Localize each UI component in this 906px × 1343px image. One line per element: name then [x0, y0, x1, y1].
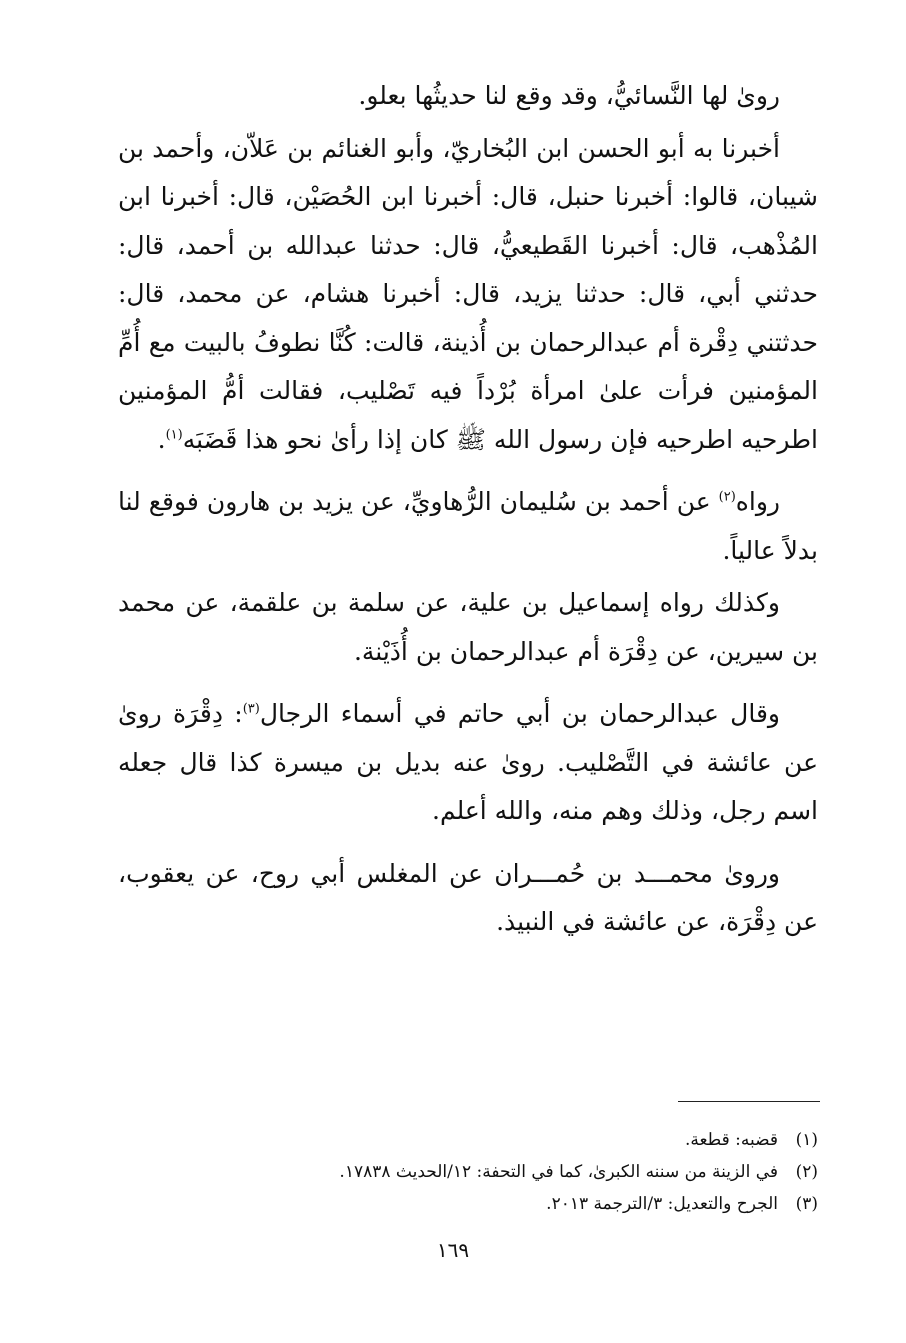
- footnote-number: (٢): [795, 1162, 818, 1182]
- main-text: [118, 72, 818, 947]
- paragraph-text: روىٰ لها النَّسائيُّ، وقد وقع لنا حديثُها بعلو.: [358, 81, 780, 110]
- paragraph-text: أخبرنا به أبو الحسن ابن البُخاريّ، وأبو الغنائم بن عَلاّن، وأحمد بن شيبان، قالوا: أخبرنا حنبل، قال: أخبرنا ابن الحُصَيْن، قال: أخبرنا ابن المُذْهب، قال: أخبرنا القَطيعيُّ، قال: حدثنا عبدالله بن أحمد، قال: حدثني أبي، قال: حدثنا يزيد، قال: أخبرنا هشام، عن محمد، قال: حدثتني دِقْرة أم عبدالرحمان بن أُذينة، قالت: كُنَّا نطوفُ بالبيت مع أُمِّ المؤمنين فرأت علىٰ امرأة بُرْداً فيه تَصْليب، فقالت أمُّ المؤمنين اطرحيه اطرحيه فإن رسول الله ﷺ كان إذا رأىٰ نحو هذا قَضَبَه: [118, 133, 818, 454]
- paragraph-1: [118, 72, 818, 121]
- footnote-2: [118, 1156, 818, 1188]
- footnote-number: (١): [795, 1130, 818, 1150]
- paragraph-2: [118, 125, 818, 465]
- paragraph-6: [118, 850, 818, 947]
- page-number: ١٦٩: [436, 1238, 470, 1262]
- footnote-ref-2: (٢): [718, 489, 736, 505]
- footnote-text: قضبه: قطعة.: [684, 1130, 778, 1150]
- footnote-text: في الزينة من سننه الكبرىٰ، كما في التحفة: ١٢/الحديث ١٧٨٣٨.: [339, 1162, 778, 1182]
- paragraph-3: [118, 478, 818, 575]
- paragraph-text-tail: .: [157, 424, 166, 454]
- paragraph-text: وكذلك رواه إسماعيل بن علية، عن سلمة بن علقمة، عن محمد بن سيرين، عن دِقْرَة أم عبدالرحمان بن أُذَيْنة.: [118, 588, 818, 666]
- paragraph-text: وقال عبدالرحمان بن أبي حاتم في أسماء الرجال: [259, 699, 780, 728]
- paragraph-4: [118, 579, 818, 676]
- footnote-text: الجرح والتعديل: ٣/الترجمة ٢٠١٣.: [546, 1194, 778, 1214]
- footnote-ref-3: (٣): [242, 701, 260, 717]
- paragraph-5: [118, 690, 818, 836]
- footnote-3: [118, 1188, 818, 1220]
- footnote-separator: [678, 1101, 820, 1102]
- paragraph-text-tail: : دِقْرَة روىٰ عن عائشة في التَّصْليب. روىٰ عنه بديل بن ميسرة كذا قال جعله اسم رجل، وذلك وهم منه، والله أعلم.: [118, 699, 818, 825]
- paragraph-text: وروىٰ محمـــد بن حُمـــران عن المغلس أبي روح، عن يعقوب، عن دِقْرَة، عن عائشة في النبيذ.: [118, 858, 818, 936]
- footnote-1: [118, 1124, 818, 1156]
- footnote-ref-1: (١): [165, 427, 183, 443]
- footnotes: [118, 1124, 818, 1220]
- paragraph-text: رواه: [735, 487, 780, 516]
- paragraph-text-tail: عن أحمد بن سُليمان الرُّهاويِّ، عن يزيد بن هارون فوقع لنا بدلاً عالياً.: [118, 487, 818, 565]
- footnote-number: (٣): [795, 1194, 818, 1214]
